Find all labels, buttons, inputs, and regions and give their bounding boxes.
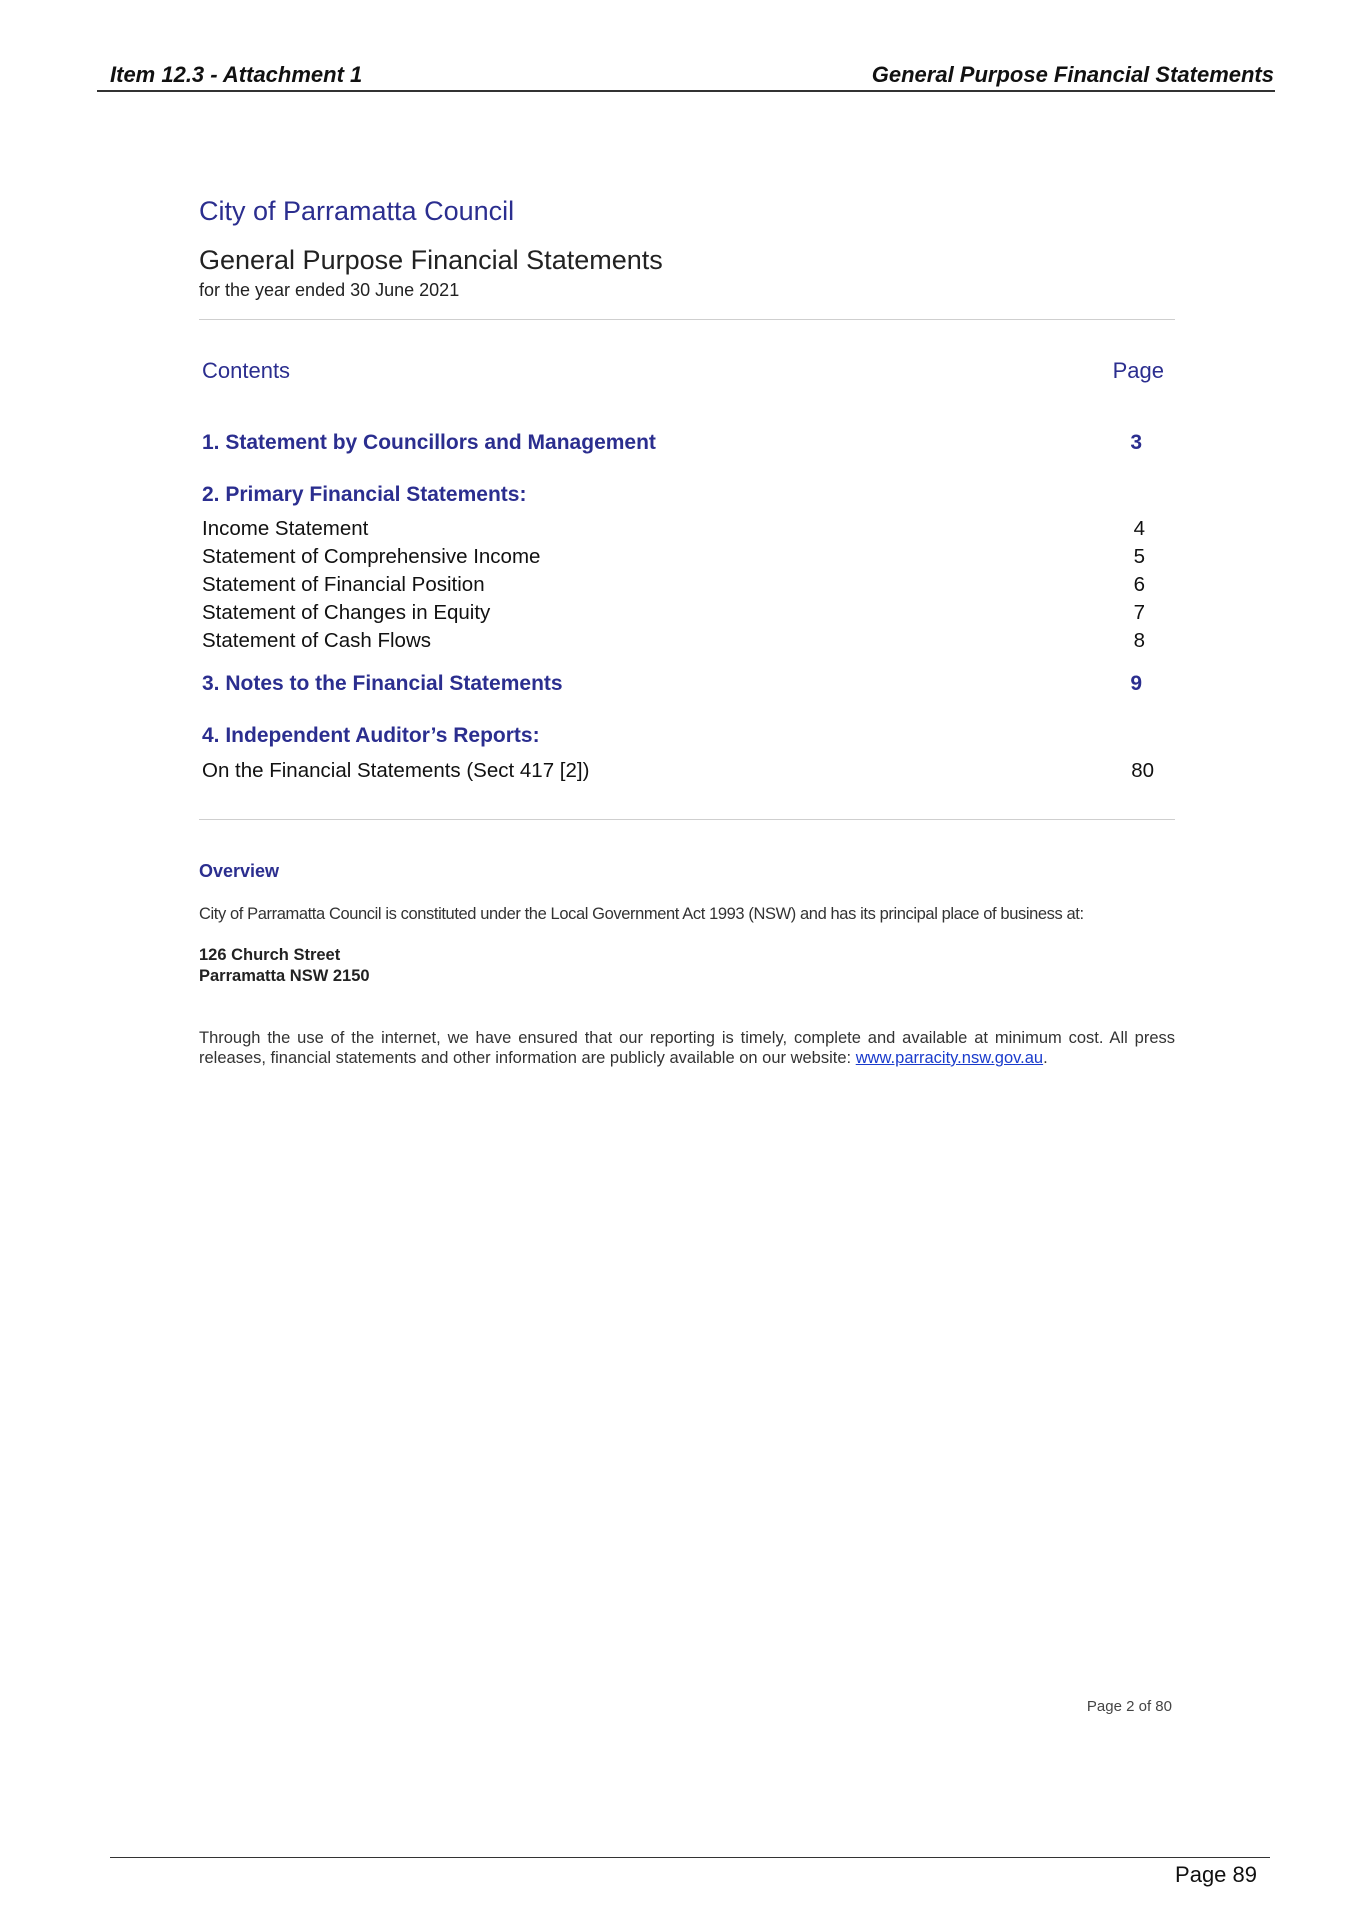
divider-top bbox=[199, 319, 1175, 320]
contents-section-1: 1. Statement by Councillors and Management bbox=[202, 431, 656, 454]
page-of-label: Page 2 of 80 bbox=[1086, 1698, 1172, 1715]
contents-item-page: 6 bbox=[1133, 573, 1145, 596]
header-divider bbox=[97, 90, 1275, 92]
overview-heading: Overview bbox=[199, 861, 280, 881]
overview-paragraph bbox=[199, 1028, 1175, 1068]
document-title: General Purpose Financial Statements bbox=[199, 245, 663, 275]
contents-item-page: 8 bbox=[1133, 629, 1145, 652]
address-line-2: Parramatta NSW 2150 bbox=[199, 967, 370, 985]
footer-divider bbox=[110, 1857, 1270, 1858]
contents-item-page: 4 bbox=[1133, 517, 1145, 540]
footer-page-number: Page 89 bbox=[1175, 1862, 1257, 1887]
contents-section-3-page: 9 bbox=[1130, 672, 1142, 695]
contents-item-cash-flows: Statement of Cash Flows bbox=[202, 629, 432, 652]
overview-intro: City of Parramatta Council is constituted under the Local Government Act 1993 (NSW) and has its principal place of business at: bbox=[199, 905, 1084, 923]
overview-paragraph-end: . bbox=[1043, 1049, 1048, 1067]
contents-section-3: 3. Notes to the Financial Statements bbox=[202, 672, 563, 695]
contents-item-page: 7 bbox=[1133, 601, 1145, 624]
header-document-title: General Purpose Financial Statements bbox=[871, 62, 1274, 87]
overview-paragraph-text: Through the use of the internet, we have ensured that our reporting is timely, complete and available at minimum cost. All press releases, financial statements and other information are publicly available on our website: bbox=[199, 1029, 1175, 1067]
contents-item-comprehensive-income: Statement of Comprehensive Income bbox=[202, 545, 541, 568]
contents-item-income-statement: Income Statement bbox=[202, 517, 369, 540]
contents-item-auditor-report: On the Financial Statements (Sect 417 [2]) bbox=[202, 759, 590, 782]
page-column-heading: Page bbox=[1112, 358, 1164, 383]
contents-heading: Contents bbox=[202, 358, 291, 383]
contents-item-page: 80 bbox=[1131, 759, 1154, 782]
contents-section-2: 2. Primary Financial Statements: bbox=[202, 483, 527, 506]
contents-item-page: 5 bbox=[1133, 545, 1145, 568]
document-period: for the year ended 30 June 2021 bbox=[199, 280, 460, 300]
council-name: City of Parramatta Council bbox=[199, 196, 515, 226]
contents-section-1-page: 3 bbox=[1130, 431, 1142, 454]
header-attachment-label: Item 12.3 - Attachment 1 bbox=[110, 62, 363, 87]
contents-section-4: 4. Independent Auditor’s Reports: bbox=[202, 724, 540, 747]
website-link[interactable]: www.parracity.nsw.gov.au bbox=[855, 1049, 1044, 1067]
contents-item-financial-position: Statement of Financial Position bbox=[202, 573, 485, 596]
address-line-1: 126 Church Street bbox=[199, 946, 341, 964]
contents-item-changes-in-equity: Statement of Changes in Equity bbox=[202, 601, 491, 624]
divider-bottom bbox=[199, 819, 1175, 820]
